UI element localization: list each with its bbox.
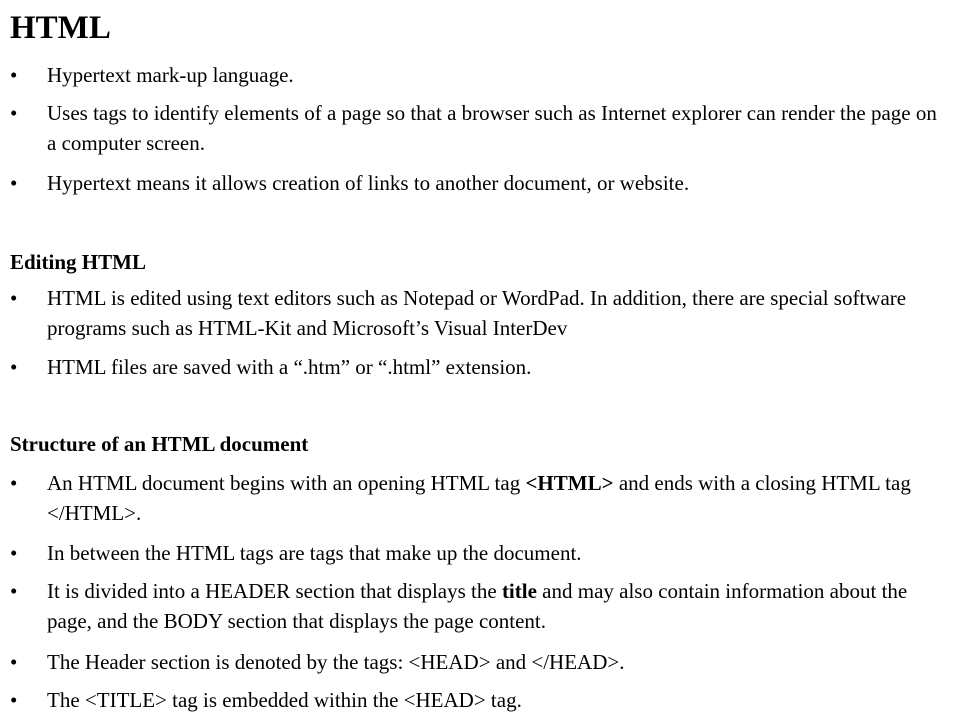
bullet-text: HTML is edited using text editors such as Notepad or WordPad. In addition, there are special software programs such as HTML-Kit and Microsoft’s Visual InterDev (47, 286, 907, 340)
bullet-icon: • (10, 101, 18, 125)
list-item (10, 685, 945, 715)
bullet-text: The Header section is denoted by the tags: <HEAD> and </HEAD>. (47, 650, 625, 674)
list-item (10, 168, 945, 198)
bullet-icon: • (10, 355, 18, 379)
list-item (10, 283, 945, 343)
list-item (10, 98, 945, 158)
bullet-text: Hypertext mark-up language. (47, 63, 294, 87)
title-word-bold: title (501, 579, 537, 603)
bullet-icon: • (10, 63, 18, 87)
bullet-text-part: and may also contain information about the page, and the BODY section that displays the page content. (47, 579, 908, 633)
list-item (10, 576, 945, 636)
bullet-text-part: An HTML document begins with an opening HTML tag (47, 471, 526, 495)
section-heading: Structure of an HTML document (10, 432, 309, 456)
bullet-text: Uses tags to identify elements of a page so that a browser such as Internet explorer can render the page on a computer screen. (47, 101, 937, 155)
bullet-icon: • (10, 286, 18, 310)
bullet-icon: • (10, 688, 18, 712)
bullet-text: HTML files are saved with a “.htm” or “.html” extension. (47, 355, 532, 379)
bullet-text (47, 468, 945, 528)
list-item (10, 60, 945, 90)
list-item (10, 352, 945, 382)
list-item (10, 468, 945, 528)
bullet-icon: • (10, 541, 18, 565)
bullet-text: In between the HTML tags are tags that make up the document. (47, 541, 582, 565)
section-heading: Editing HTML (10, 250, 146, 274)
html-tag-bold: <HTML> (525, 471, 614, 495)
bullet-text: Hypertext means it allows creation of links to another document, or website. (47, 171, 690, 195)
bullet-text-part: and ends with a closing HTML tag </HTML>. (47, 471, 911, 525)
list-item (10, 538, 945, 568)
page-title: HTML (10, 10, 111, 46)
bullet-icon: • (10, 650, 18, 674)
bullet-icon: • (10, 579, 18, 603)
bullet-icon: • (10, 171, 18, 195)
bullet-text: The <TITLE> tag is embedded within the <HEAD> tag. (47, 688, 522, 712)
bullet-icon: • (10, 471, 18, 495)
bullet-text-part: It is divided into a HEADER section that displays the (47, 579, 502, 603)
bullet-text (47, 576, 945, 636)
list-item (10, 647, 945, 677)
